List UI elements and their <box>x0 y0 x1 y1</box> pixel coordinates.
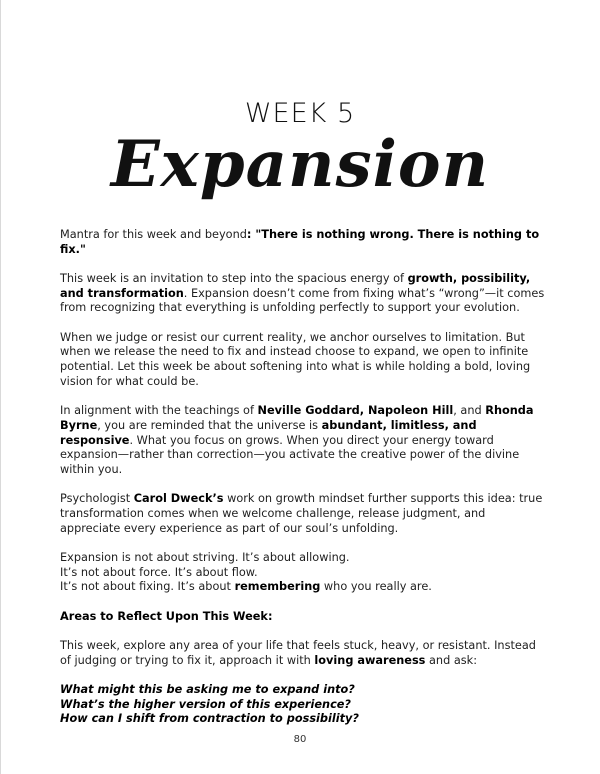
text-run: work on growth mindset further supports this idea: true transformation comes when we welcome challenge, release judgment, and appreciate every experience as part of our soul’s unfolding. <box>60 492 543 535</box>
reflect-heading <box>60 610 546 625</box>
question-item: How can I shift from contraction to possibility? <box>60 712 359 726</box>
mantra-colon: : <box>246 228 256 241</box>
text-run: , you are reminded that the universe is <box>97 418 322 432</box>
text-run: In alignment with the teachings of <box>60 404 258 418</box>
text-run: When we judge or resist our current reality, we anchor ourselves to limitation. But when we release the need to fix and instead choose to expand, we open to infinite potential. Let this week be about softening into what is while holding a bold, loving vision for what could be. <box>60 330 531 388</box>
text-run: It’s not about fixing. It’s about <box>60 580 235 594</box>
bold-run: Carol Dweck’s <box>133 492 224 506</box>
text-run: Psychologist <box>60 492 134 506</box>
text-run: , and <box>453 404 486 418</box>
mantra-lead: Mantra for this week and beyond <box>60 228 247 241</box>
paragraph-invitation <box>60 272 546 316</box>
paragraph-reflect <box>60 639 546 668</box>
text-line: It’s not about force. It’s about flow. <box>60 565 258 579</box>
paragraph-dweck <box>60 492 546 536</box>
paragraph-expansion-lines <box>60 551 546 595</box>
paragraph-judge <box>60 331 546 390</box>
text-run: . What you focus on grows. When you direct your energy toward expansion—rather than correction—you activate the creative power of the divine within you. <box>60 433 520 476</box>
chapter-title: Expansion <box>110 127 490 202</box>
text-run: This week is an invitation to step into the spacious energy of <box>60 272 408 285</box>
body-content <box>60 228 546 727</box>
bold-run: loving awareness <box>314 653 426 667</box>
bold-run: Neville Goddard, Napoleon Hill <box>257 404 454 418</box>
reflection-questions <box>60 683 546 727</box>
question-item: What might this be asking me to expand into? <box>60 682 355 696</box>
bold-run: Rhonda Byrne <box>60 404 534 432</box>
text-line: Expansion is not about striving. It’s about allowing. <box>60 550 350 564</box>
paragraph-teachings <box>60 404 546 478</box>
bold-run: growth, possibility, and transformation <box>60 272 531 300</box>
section-heading: Areas to Reflect Upon This Week: <box>60 609 273 623</box>
bold-run: remembering <box>234 580 321 594</box>
week-heading: WEEK 5 <box>244 98 356 129</box>
text-run: who you really are. <box>320 580 432 594</box>
text-run: This week, explore any area of your life that feels stuck, heavy, or resistant. Instead of judging or trying to fix it, approach it with <box>60 638 536 667</box>
bold-run: abundant, limitless, and responsive <box>60 418 477 447</box>
text-run: and ask: <box>425 653 477 667</box>
question-item: What’s the higher version of this experience? <box>60 697 351 711</box>
mantra-quote: "There is nothing wrong. There is nothing to fix." <box>60 228 540 256</box>
page-number: 80 <box>293 734 307 745</box>
text-run: . Expansion doesn’t come from fixing what’s “wrong”—it comes from recognizing that everything is unfolding perfectly to support your evolution. <box>60 286 545 315</box>
mantra-line <box>60 228 546 257</box>
